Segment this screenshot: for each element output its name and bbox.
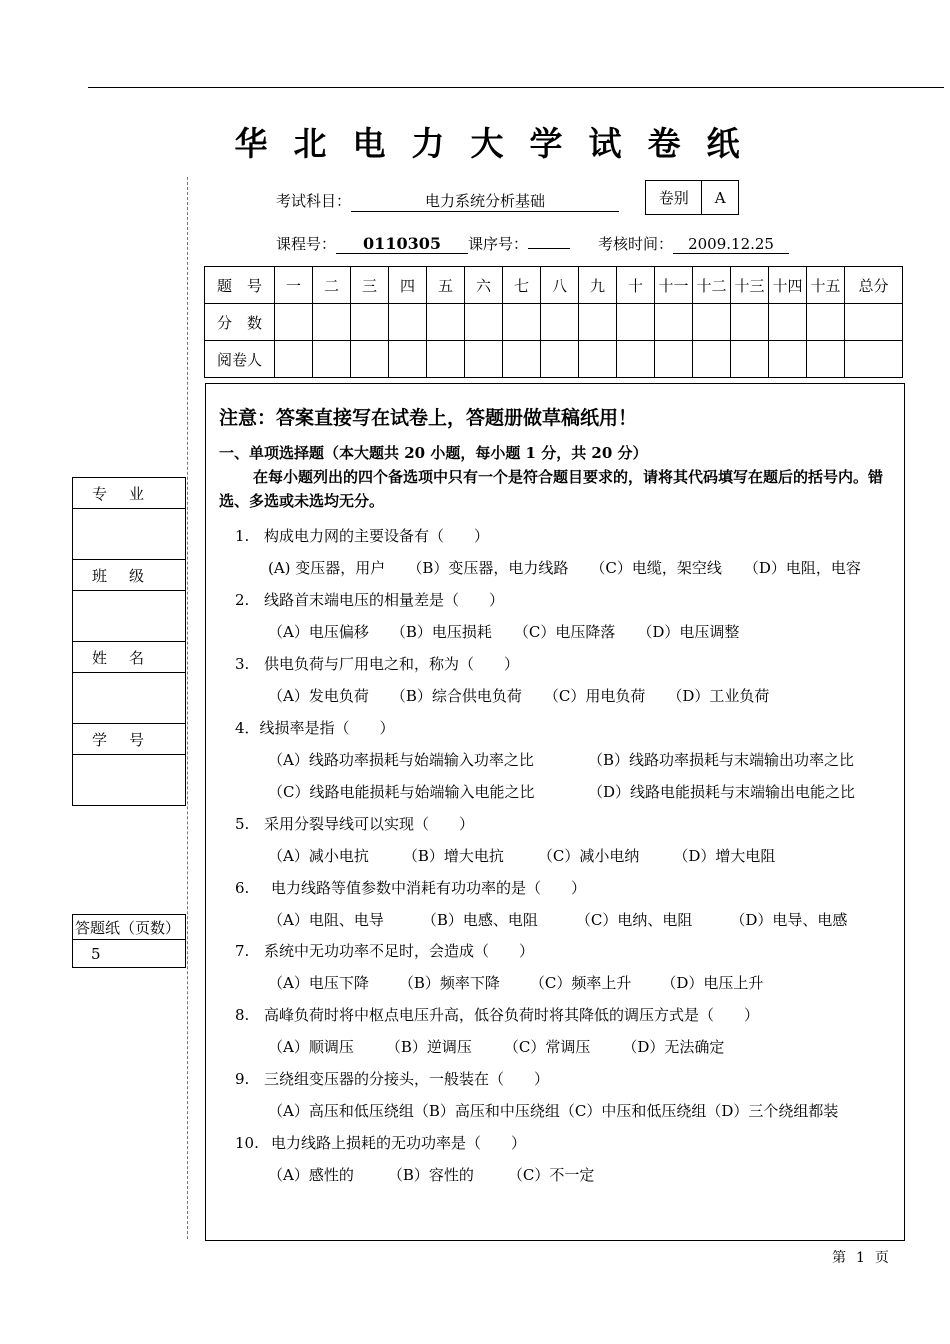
option: （A）线路功率损耗与始端输入功率之比 <box>268 751 534 769</box>
question-stem <box>235 1132 526 1153</box>
question-number: 8. <box>235 1006 250 1024</box>
option: （B）线路功率损耗与末端输出功率之比 <box>588 751 855 769</box>
question-text: 供电负荷与厂用电之和，称为（ ） <box>264 655 520 673</box>
grader-cell[interactable] <box>427 341 465 378</box>
option: （A）感性的 <box>268 1166 354 1184</box>
question-stem <box>235 1068 549 1089</box>
question-text: 高峰负荷时将中枢点电压升高，低谷负荷时将其降低的调压方式是（ ） <box>264 1006 760 1024</box>
question-stem <box>235 877 586 898</box>
question-options <box>268 1036 724 1057</box>
option: （D）三个绕组都装 <box>706 1102 839 1120</box>
score-cell[interactable] <box>275 304 313 341</box>
grader-cell[interactable] <box>769 341 807 378</box>
grader-cell[interactable] <box>579 341 617 378</box>
option: （C）频率上升 <box>529 974 632 992</box>
class-field[interactable] <box>73 591 185 642</box>
notice: 注意：答案直接写在试卷上，答题册做草稿纸用！ <box>219 407 638 429</box>
score-cell[interactable] <box>807 304 845 341</box>
question-number: 10. <box>235 1134 259 1152</box>
option: （C）中压和低压绕组 <box>559 1102 707 1120</box>
exam-time-value: 2009.12.25 <box>673 235 789 254</box>
score-header-cell: 五 <box>427 267 465 304</box>
section-title: 一、单项选择题（本大题共 20 小题，每小题 1 分，共 20 分） <box>219 444 648 462</box>
seq-value <box>528 248 570 249</box>
student-info-box <box>72 477 186 806</box>
score-header-cell: 六 <box>465 267 503 304</box>
grader-cell[interactable] <box>731 341 769 378</box>
option: （B）容性的 <box>387 1166 474 1184</box>
question-options <box>268 749 854 770</box>
question-text: 线损率是指（ ） <box>259 719 395 737</box>
score-header-cell: 八 <box>541 267 579 304</box>
student-id-field[interactable] <box>73 755 185 805</box>
course-no-label: 课程号： <box>276 235 337 253</box>
option: （D）无法确定 <box>622 1038 725 1056</box>
option: （A）发电负荷 <box>268 687 369 705</box>
question-text: 电力线路上损耗的无功功率是（ ） <box>271 1134 527 1152</box>
page-footer <box>832 1247 899 1267</box>
seq-label: 课序号： <box>468 235 529 253</box>
score-cell[interactable] <box>465 304 503 341</box>
question-text: 三绕组变压器的分接头，一般装在（ ） <box>264 1070 550 1088</box>
page-title: 华北电力大学试卷纸 <box>234 124 766 163</box>
subject-row <box>276 190 619 212</box>
subject-label: 考试科目： <box>276 192 352 210</box>
question-options <box>268 909 847 930</box>
question-stem <box>235 525 489 546</box>
grader-total-cell[interactable] <box>845 341 903 378</box>
option: （C）不一定 <box>507 1166 595 1184</box>
score-header-cell: 二 <box>313 267 351 304</box>
score-total-cell[interactable] <box>845 304 903 341</box>
option: （A）减小电抗 <box>268 847 369 865</box>
question-options <box>268 781 855 802</box>
paper-type-label: 卷别 <box>646 181 702 214</box>
option: （D）电压上升 <box>661 974 764 992</box>
question-text: 构成电力网的主要设备有（ ） <box>264 527 490 545</box>
option: （D）电导、电感 <box>730 911 848 929</box>
option: （D）线路电能损耗与末端输出电能之比 <box>588 783 856 801</box>
score-header-cell: 十二 <box>693 267 731 304</box>
option: （C）用电负荷 <box>543 687 646 705</box>
page-prefix: 第 <box>832 1250 856 1266</box>
grader-cell[interactable] <box>541 341 579 378</box>
answer-pages-value: 5 <box>91 944 101 963</box>
course-row <box>276 233 789 254</box>
binding-line <box>187 177 188 1239</box>
question-stem <box>235 940 534 961</box>
exam-time-label: 考核时间： <box>598 235 674 253</box>
score-header-cell: 四 <box>389 267 427 304</box>
score-header-cell: 十 <box>617 267 655 304</box>
course-no-value: 0110305 <box>336 234 468 254</box>
name-label: 姓名 <box>73 642 185 673</box>
grader-cell[interactable] <box>313 341 351 378</box>
question-number: 5. <box>235 815 250 833</box>
option: （B）电压损耗 <box>390 623 492 641</box>
grader-cell[interactable] <box>655 341 693 378</box>
option: （A）电压下降 <box>268 974 369 992</box>
grader-cell[interactable] <box>617 341 655 378</box>
option: （C）电纳、电阻 <box>575 911 693 929</box>
option: （D）电压调整 <box>637 623 740 641</box>
option: （B）综合供电负荷 <box>390 687 522 705</box>
top-rule <box>88 87 944 88</box>
score-header-cell: 十四 <box>769 267 807 304</box>
question-stem <box>235 589 504 610</box>
question-options <box>268 685 769 706</box>
score-cell[interactable] <box>579 304 617 341</box>
option: （A）电压偏移 <box>268 623 369 641</box>
option: （C）电缆，架空线 <box>590 559 722 577</box>
question-text: 系统中无功功率不足时，会造成（ ） <box>264 942 535 960</box>
score-row-label: 分 数 <box>205 304 275 341</box>
score-header-cell: 题 号 <box>205 267 275 304</box>
option: （A）电阻、电导 <box>268 911 384 929</box>
page-number: 1 <box>856 1250 875 1266</box>
question-number: 4． <box>235 719 260 737</box>
question-options <box>268 972 763 993</box>
question-number: 2. <box>235 591 250 609</box>
score-cell[interactable] <box>655 304 693 341</box>
page-suffix: 页 <box>874 1250 899 1266</box>
question-stem <box>235 653 519 674</box>
option: (A) 变压器，用户 <box>268 559 386 577</box>
question-number: 9. <box>235 1070 250 1088</box>
score-header-cell: 十五 <box>807 267 845 304</box>
name-field[interactable] <box>73 673 185 724</box>
score-cell[interactable] <box>731 304 769 341</box>
subject-value: 电力系统分析基础 <box>351 190 619 212</box>
option: （B）电感、电阻 <box>421 911 538 929</box>
option: （C）减小电纳 <box>537 847 640 865</box>
score-header-cell: 七 <box>503 267 541 304</box>
question-text: 线路首末端电压的相量差是（ ） <box>264 591 505 609</box>
question-text: 电力线路等值参数中消耗有功功率的是（ ） <box>271 879 587 897</box>
option: （D）工业负荷 <box>667 687 770 705</box>
question-number: 3. <box>235 655 250 673</box>
question-stem <box>235 717 395 738</box>
score-cell[interactable] <box>351 304 389 341</box>
score-header-cell: 十三 <box>731 267 769 304</box>
grader-cell[interactable] <box>465 341 503 378</box>
question-options <box>268 621 739 642</box>
question-number: 7. <box>235 942 250 960</box>
question-number: 6. <box>235 879 250 897</box>
score-table <box>204 266 903 378</box>
option: （D）增大电阻 <box>673 847 776 865</box>
question-options <box>268 1100 838 1121</box>
score-cell[interactable] <box>769 304 807 341</box>
option: （C）常调压 <box>503 1038 591 1056</box>
grader-cell[interactable] <box>389 341 427 378</box>
question-stem <box>235 813 474 834</box>
grader-cell[interactable] <box>275 341 313 378</box>
question-options <box>268 845 775 866</box>
option: （A）高压和低压绕组 <box>268 1102 414 1120</box>
option: （B）高压和中压绕组 <box>413 1102 560 1120</box>
grader-cell[interactable] <box>807 341 845 378</box>
major-label: 专业 <box>73 478 185 509</box>
option: （A）顺调压 <box>268 1038 354 1056</box>
score-header-row <box>205 267 903 304</box>
score-cell[interactable] <box>313 304 351 341</box>
score-cell[interactable] <box>541 304 579 341</box>
score-header-cell: 三 <box>351 267 389 304</box>
question-stem <box>235 1004 759 1025</box>
question-text: 采用分裂导线可以实现（ ） <box>264 815 475 833</box>
grader-row <box>205 341 903 378</box>
paper-type-box <box>645 180 739 215</box>
grader-row-label: 阅卷人 <box>205 341 275 378</box>
answer-pages-box <box>72 914 186 968</box>
score-row <box>205 304 903 341</box>
score-cell[interactable] <box>389 304 427 341</box>
score-header-cell: 总分 <box>845 267 903 304</box>
option: （B）增大电抗 <box>402 847 504 865</box>
option: （C）电压降落 <box>513 623 616 641</box>
student-id-label: 学号 <box>73 724 185 755</box>
grader-cell[interactable] <box>503 341 541 378</box>
major-field[interactable] <box>73 509 185 560</box>
grader-cell[interactable] <box>693 341 731 378</box>
class-label: 班级 <box>73 560 185 591</box>
option: （D）电阻，电容 <box>743 559 861 577</box>
option: （C）线路电能损耗与始端输入电能之比 <box>268 783 535 801</box>
score-header-cell: 一 <box>275 267 313 304</box>
grader-cell[interactable] <box>351 341 389 378</box>
score-cell[interactable] <box>427 304 465 341</box>
option: （B）逆调压 <box>385 1038 472 1056</box>
score-header-cell: 十一 <box>655 267 693 304</box>
score-cell[interactable] <box>617 304 655 341</box>
score-cell[interactable] <box>693 304 731 341</box>
question-number: 1. <box>235 527 250 545</box>
answer-pages-label: 答题纸（页数） <box>73 915 185 940</box>
option: （B）变压器，电力线路 <box>407 559 569 577</box>
question-options <box>268 1164 594 1185</box>
question-options <box>268 557 861 578</box>
paper-type-value: A <box>714 188 726 207</box>
option: （B）频率下降 <box>398 974 500 992</box>
score-cell[interactable] <box>503 304 541 341</box>
section-instructions: 在每小题列出的四个备选项中只有一个是符合题目要求的，请将其代码填写在题后的括号内。错选、多选或未选均无分。 <box>219 468 884 510</box>
score-header-cell: 九 <box>579 267 617 304</box>
